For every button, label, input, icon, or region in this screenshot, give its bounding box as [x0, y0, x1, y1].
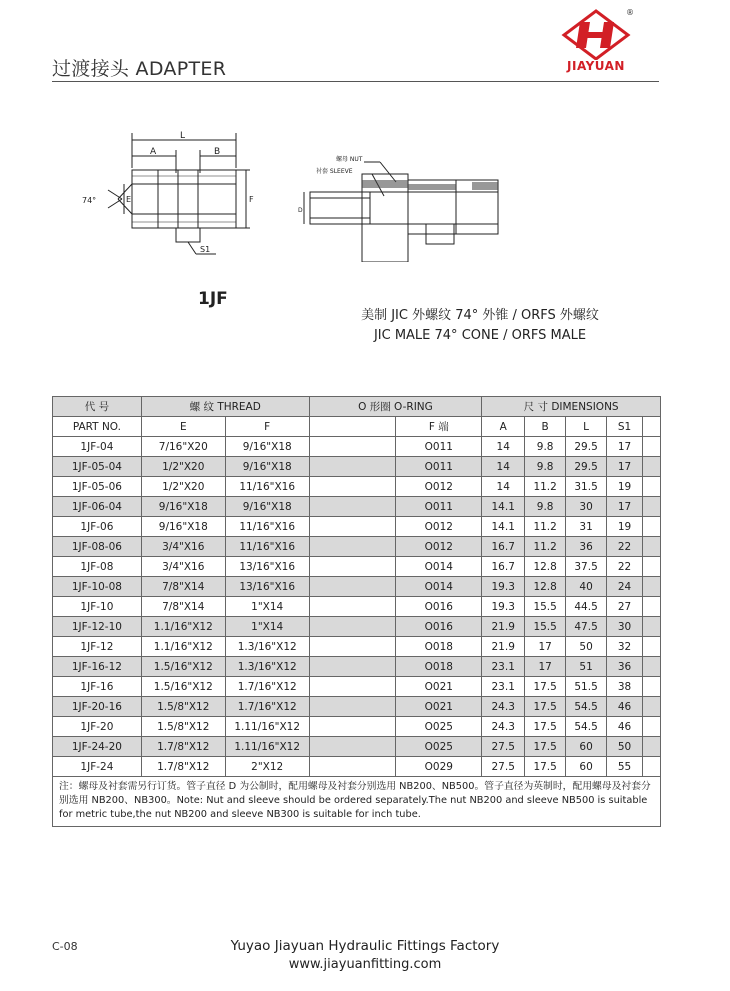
dim-e-label: E — [126, 195, 132, 204]
cell-a: 24.3 — [482, 697, 525, 717]
dim-l-label: L — [180, 131, 186, 141]
cell-f: 1.11/16"X12 — [225, 737, 309, 757]
cell-blank — [309, 677, 396, 697]
description-cn: 美制 JIC 外螺纹 74° 外锥 / ORFS 外螺纹 — [361, 308, 599, 323]
cell-blank — [642, 737, 660, 757]
cell-part: 1JF-08 — [53, 557, 142, 577]
product-description — [330, 306, 630, 346]
cell-blank — [309, 457, 396, 477]
table-row — [53, 757, 661, 777]
table-row — [53, 717, 661, 737]
cell-f: 9/16"X18 — [225, 437, 309, 457]
cell-b: 15.5 — [525, 597, 566, 617]
cell-part: 1JF-16-12 — [53, 657, 142, 677]
col-oring-f-header: F 端 — [396, 417, 482, 437]
cell-part: 1JF-08-06 — [53, 537, 142, 557]
dim-b-label: B — [214, 147, 221, 157]
cell-a: 14 — [482, 437, 525, 457]
cell-blank — [642, 657, 660, 677]
cell-s1: 27 — [607, 597, 643, 617]
cell-oring: O014 — [396, 577, 482, 597]
cell-a: 23.1 — [482, 677, 525, 697]
brand-logo — [556, 8, 636, 78]
cell-oring: O016 — [396, 597, 482, 617]
cell-a: 21.9 — [482, 617, 525, 637]
cell-oring: O025 — [396, 737, 482, 757]
cell-blank — [642, 597, 660, 617]
cell-e: 1.5/8"X12 — [141, 697, 225, 717]
cell-l: 47.5 — [566, 617, 607, 637]
cell-blank — [309, 697, 396, 717]
col-e-header: E — [141, 417, 225, 437]
cell-oring: O011 — [396, 497, 482, 517]
cell-blank — [642, 717, 660, 737]
cell-l: 50 — [566, 637, 607, 657]
group-part-header: 代 号 — [53, 397, 142, 417]
cell-s1: 50 — [607, 737, 643, 757]
cell-f: 2"X12 — [225, 757, 309, 777]
table-row — [53, 457, 661, 477]
nut-label: 螺母 NUT — [336, 156, 363, 163]
table-row — [53, 617, 661, 637]
cell-l: 60 — [566, 757, 607, 777]
table-row — [53, 477, 661, 497]
table-row — [53, 597, 661, 617]
cell-part: 1JF-06-04 — [53, 497, 142, 517]
cell-oring: O021 — [396, 677, 482, 697]
cell-b: 17.5 — [525, 717, 566, 737]
cell-oring: O011 — [396, 457, 482, 477]
cell-a: 27.5 — [482, 757, 525, 777]
cell-b: 12.8 — [525, 577, 566, 597]
cell-f: 1.3/16"X12 — [225, 657, 309, 677]
cell-s1: 38 — [607, 677, 643, 697]
dim-f-label: F — [249, 195, 254, 204]
cell-blank — [309, 537, 396, 557]
col-b-header: B — [525, 417, 566, 437]
cell-e: 7/16"X20 — [141, 437, 225, 457]
cell-l: 29.5 — [566, 457, 607, 477]
cell-b: 15.5 — [525, 617, 566, 637]
cell-blank — [642, 697, 660, 717]
table-row — [53, 697, 661, 717]
cell-f: 1.7/16"X12 — [225, 697, 309, 717]
cell-oring: O018 — [396, 657, 482, 677]
cell-e: 1.5/16"X12 — [141, 677, 225, 697]
cell-f: 1.11/16"X12 — [225, 717, 309, 737]
cell-part: 1JF-24-20 — [53, 737, 142, 757]
page-title: 过渡接头 ADAPTER — [52, 58, 227, 80]
cell-blank — [642, 757, 660, 777]
table-note-row — [53, 777, 661, 827]
brand-name: JIAYUAN — [567, 59, 625, 73]
cell-e: 3/4"X16 — [141, 557, 225, 577]
cell-part: 1JF-04 — [53, 437, 142, 457]
cell-part: 1JF-05-04 — [53, 457, 142, 477]
cell-oring: O012 — [396, 477, 482, 497]
cell-blank — [309, 557, 396, 577]
cell-s1: 19 — [607, 477, 643, 497]
group-thread-header: 螺 纹 THREAD — [141, 397, 309, 417]
cell-oring: O018 — [396, 637, 482, 657]
cell-oring: O025 — [396, 717, 482, 737]
cell-oring: O021 — [396, 697, 482, 717]
cell-e: 1.7/8"X12 — [141, 757, 225, 777]
col-spare — [642, 417, 660, 437]
cell-l: 54.5 — [566, 717, 607, 737]
cell-blank — [642, 537, 660, 557]
cell-b: 17 — [525, 657, 566, 677]
cell-part: 1JF-10-08 — [53, 577, 142, 597]
cell-f: 1.7/16"X12 — [225, 677, 309, 697]
cell-blank — [309, 577, 396, 597]
cell-f: 13/16"X16 — [225, 577, 309, 597]
header-divider — [52, 81, 659, 82]
cell-a: 14 — [482, 477, 525, 497]
cell-blank — [309, 737, 396, 757]
cell-s1: 30 — [607, 617, 643, 637]
col-a-header: A — [482, 417, 525, 437]
cell-oring: O014 — [396, 557, 482, 577]
table-note: 注：螺母及衬套需另行订货。管子直径 D 为公制时，配用螺母及衬套分别选用 NB200、NB500。管子直径为英制时，配用螺母及衬套分别选用 NB200、NB300。Note: Nut and sleeve should be ordered separately.The nut NB200 and sleeve NB500 is suitable for metric tube,the nut NB200 and sleeve NB300 is suitable for inch tube. — [53, 777, 661, 827]
cell-f: 11/16"X16 — [225, 517, 309, 537]
cell-e: 1/2"X20 — [141, 457, 225, 477]
cell-a: 19.3 — [482, 577, 525, 597]
cell-s1: 46 — [607, 717, 643, 737]
cell-s1: 55 — [607, 757, 643, 777]
cell-part: 1JF-20-16 — [53, 697, 142, 717]
cell-s1: 36 — [607, 657, 643, 677]
cell-e: 1.1/16"X12 — [141, 617, 225, 637]
cell-blank — [642, 577, 660, 597]
cell-e: 1.7/8"X12 — [141, 737, 225, 757]
cell-l: 51 — [566, 657, 607, 677]
cell-blank — [642, 477, 660, 497]
website-link[interactable]: www.jiayuanfitting.com — [288, 957, 442, 972]
table-row — [53, 657, 661, 677]
group-oring-header: O 形圈 O-RING — [309, 397, 482, 417]
cell-b: 11.2 — [525, 477, 566, 497]
cell-oring: O029 — [396, 757, 482, 777]
cell-e: 9/16"X18 — [141, 497, 225, 517]
cell-blank — [309, 617, 396, 637]
cell-blank — [309, 497, 396, 517]
logo-mark-icon — [556, 8, 636, 60]
cell-s1: 17 — [607, 497, 643, 517]
cell-blank — [309, 757, 396, 777]
table-row — [53, 537, 661, 557]
spec-table — [52, 396, 661, 827]
cell-e: 1.5/16"X12 — [141, 657, 225, 677]
cell-a: 14 — [482, 457, 525, 477]
cell-blank — [309, 637, 396, 657]
cell-f: 9/16"X18 — [225, 457, 309, 477]
cell-l: 51.5 — [566, 677, 607, 697]
cell-part: 1JF-16 — [53, 677, 142, 697]
cell-b: 12.8 — [525, 557, 566, 577]
cell-l: 31.5 — [566, 477, 607, 497]
page-code: C-08 — [52, 940, 78, 953]
cell-e: 7/8"X14 — [141, 597, 225, 617]
cell-l: 30 — [566, 497, 607, 517]
cell-oring: O012 — [396, 537, 482, 557]
registered-mark: ® — [626, 8, 634, 17]
cell-f: 11/16"X16 — [225, 537, 309, 557]
table-row — [53, 577, 661, 597]
cell-oring: O011 — [396, 437, 482, 457]
adapter-dimension-drawing — [78, 128, 268, 263]
cell-blank — [309, 517, 396, 537]
cell-l: 40 — [566, 577, 607, 597]
col-l-header: L — [566, 417, 607, 437]
model-code: 1JF — [198, 289, 228, 309]
cell-blank — [309, 597, 396, 617]
cell-a: 23.1 — [482, 657, 525, 677]
cell-l: 31 — [566, 517, 607, 537]
cell-blank — [642, 557, 660, 577]
cell-part: 1JF-06 — [53, 517, 142, 537]
cell-a: 16.7 — [482, 557, 525, 577]
dim-d-label: D — [298, 207, 303, 214]
cell-f: 13/16"X16 — [225, 557, 309, 577]
cell-f: 9/16"X18 — [225, 497, 309, 517]
table-row — [53, 737, 661, 757]
cell-l: 60 — [566, 737, 607, 757]
cell-b: 17 — [525, 637, 566, 657]
assembly-section-drawing — [296, 152, 502, 262]
cell-b: 9.8 — [525, 437, 566, 457]
cell-f: 11/16"X16 — [225, 477, 309, 497]
cell-s1: 22 — [607, 537, 643, 557]
cell-blank — [309, 437, 396, 457]
cell-a: 27.5 — [482, 737, 525, 757]
cell-e: 1/2"X20 — [141, 477, 225, 497]
cell-part: 1JF-24 — [53, 757, 142, 777]
table-row — [53, 677, 661, 697]
col-oring-blank — [309, 417, 396, 437]
cell-oring: O016 — [396, 617, 482, 637]
cell-l: 29.5 — [566, 437, 607, 457]
cell-e: 1.1/16"X12 — [141, 637, 225, 657]
cell-b: 17.5 — [525, 757, 566, 777]
cell-part: 1JF-20 — [53, 717, 142, 737]
cell-f: 1"X14 — [225, 597, 309, 617]
cell-a: 14.1 — [482, 497, 525, 517]
col-s1-header: S1 — [607, 417, 643, 437]
cell-b: 11.2 — [525, 537, 566, 557]
cell-a: 16.7 — [482, 537, 525, 557]
cell-a: 14.1 — [482, 517, 525, 537]
dim-a-label: A — [150, 147, 157, 157]
dim-angle-label: 74° — [82, 196, 97, 205]
cell-part: 1JF-12-10 — [53, 617, 142, 637]
cell-e: 9/16"X18 — [141, 517, 225, 537]
description-en: JIC MALE 74° CONE / ORFS MALE — [373, 328, 587, 343]
cell-blank — [309, 477, 396, 497]
cell-f: 1"X14 — [225, 617, 309, 637]
cell-blank — [642, 637, 660, 657]
cell-b: 11.2 — [525, 517, 566, 537]
table-row — [53, 637, 661, 657]
cell-e: 1.5/8"X12 — [141, 717, 225, 737]
cell-s1: 24 — [607, 577, 643, 597]
company-name: Yuyao Jiayuan Hydraulic Fittings Factory — [230, 938, 500, 954]
table-group-header — [53, 397, 661, 417]
cell-f: 1.3/16"X12 — [225, 637, 309, 657]
dim-s1-label: S1 — [200, 245, 211, 254]
group-dimensions-header: 尺 寸 DIMENSIONS — [482, 397, 661, 417]
cell-l: 44.5 — [566, 597, 607, 617]
sleeve-label: 衬套 SLEEVE — [316, 168, 353, 175]
table-row — [53, 497, 661, 517]
table-row — [53, 517, 661, 537]
cell-b: 9.8 — [525, 457, 566, 477]
table-row — [53, 557, 661, 577]
table-row — [53, 437, 661, 457]
cell-blank — [309, 717, 396, 737]
cell-blank — [642, 437, 660, 457]
cell-s1: 19 — [607, 517, 643, 537]
cell-blank — [642, 457, 660, 477]
cell-s1: 32 — [607, 637, 643, 657]
cell-blank — [642, 677, 660, 697]
cell-b: 9.8 — [525, 497, 566, 517]
table-column-header — [53, 417, 661, 437]
cell-l: 54.5 — [566, 697, 607, 717]
cell-a: 19.3 — [482, 597, 525, 617]
cell-s1: 17 — [607, 437, 643, 457]
cell-blank — [642, 617, 660, 637]
cell-e: 7/8"X14 — [141, 577, 225, 597]
cell-b: 17.5 — [525, 737, 566, 757]
cell-a: 24.3 — [482, 717, 525, 737]
col-f-header: F — [225, 417, 309, 437]
cell-part: 1JF-05-06 — [53, 477, 142, 497]
cell-blank — [642, 497, 660, 517]
cell-s1: 22 — [607, 557, 643, 577]
cell-e: 3/4"X16 — [141, 537, 225, 557]
cell-oring: O012 — [396, 517, 482, 537]
cell-b: 17.5 — [525, 677, 566, 697]
cell-s1: 46 — [607, 697, 643, 717]
cell-blank — [309, 657, 396, 677]
cell-part: 1JF-12 — [53, 637, 142, 657]
cell-b: 17.5 — [525, 697, 566, 717]
cell-l: 37.5 — [566, 557, 607, 577]
cell-l: 36 — [566, 537, 607, 557]
col-part-header: PART NO. — [53, 417, 142, 437]
cell-a: 21.9 — [482, 637, 525, 657]
cell-s1: 17 — [607, 457, 643, 477]
cell-part: 1JF-10 — [53, 597, 142, 617]
cell-blank — [642, 517, 660, 537]
